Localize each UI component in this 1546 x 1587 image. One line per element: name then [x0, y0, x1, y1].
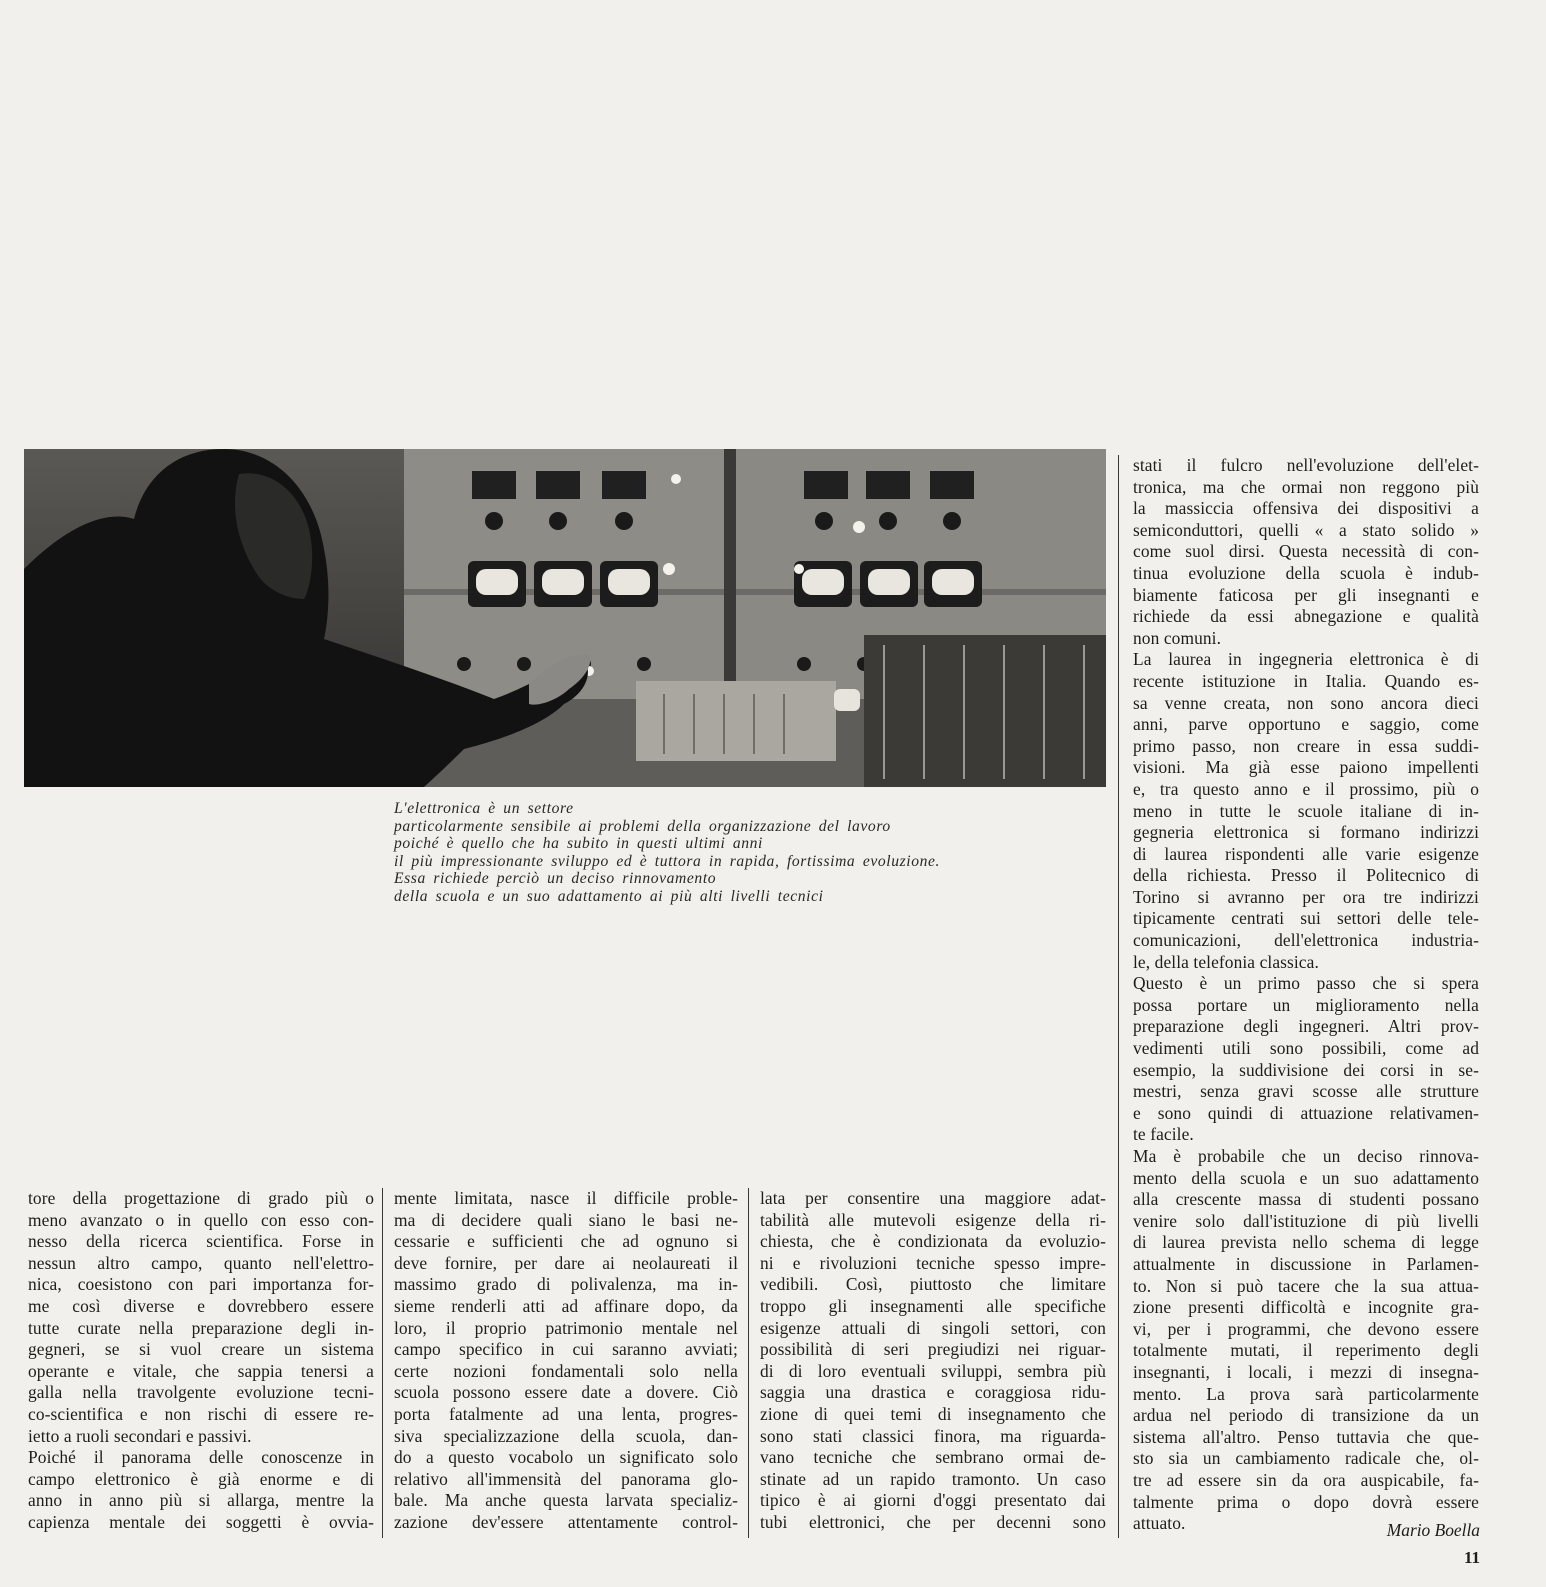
text-line: possa portare un miglioramento nella	[1133, 994, 1479, 1015]
caption-line: L'elettronica è un settore	[394, 800, 574, 817]
text-line: mento della scuola e un suo adattamento	[1133, 1167, 1479, 1188]
text-line: tronica, ma che ormai non reggono più	[1133, 476, 1479, 497]
text-line: comunicazioni, dell'elettronica industria-	[1133, 930, 1479, 951]
text-line: tipico è ai giorni d'oggi presentato dai	[760, 1490, 1106, 1511]
text-line: esigenze attuali di singoli settori, con	[760, 1317, 1106, 1338]
text-column-2	[394, 1188, 738, 1534]
text-line: porta fatalmente ad una lenta, progres-	[394, 1403, 738, 1424]
text-line: deve fornire, per dare ai neolaureati il	[394, 1252, 738, 1273]
text-line: di di loro eventuali sviluppi, sembra più	[760, 1360, 1106, 1381]
text-line: tre ad essere sin da ora auspicabile, fa-	[1133, 1469, 1479, 1490]
text-line: esempio, la suddivisione dei corsi in se-	[1133, 1059, 1479, 1080]
column-rule	[1118, 455, 1119, 1538]
text-line: preparazione degli ingegneri. Altri prov-	[1133, 1016, 1479, 1037]
text-line: nesso della ricerca scientifica. Forse in	[28, 1231, 374, 1252]
article-photo	[24, 449, 1106, 787]
text-line: talmente prima o dopo dovrà essere	[1133, 1491, 1479, 1512]
text-line: siva specializzazione della scuola, dan-	[394, 1425, 738, 1446]
text-line: non comuni.	[1133, 627, 1222, 648]
text-line: tipicamente centrati sui settori delle tele-	[1133, 908, 1479, 929]
text-line: attualmente in discussione in Parlamen-	[1133, 1253, 1479, 1274]
text-line: capienza mentale dei soggetti è ovvia-	[28, 1511, 374, 1532]
caption-line: della scuola e un suo adattamento ai più alti livelli tecnici	[394, 887, 824, 905]
text-line: do a questo vocabolo un significato solo	[394, 1447, 738, 1468]
text-line: La laurea in ingegneria elettronica è di	[1133, 649, 1479, 670]
text-line: tabilità alle mutevoli esigenze della ri-	[760, 1209, 1106, 1230]
text-line: Poiché il panorama delle conoscenze in	[28, 1447, 374, 1468]
text-line: co-scientifica e non rischi di essere re-	[28, 1403, 374, 1424]
text-line: totalmente mutati, il reperimento degli	[1133, 1340, 1479, 1361]
text-line: stati il fulcro nell'evoluzione dell'elet-	[1133, 455, 1479, 475]
text-line: anno in anno più si allarga, mentre la	[28, 1490, 374, 1511]
text-line: saggia una drastica e coraggiosa ridu-	[760, 1382, 1106, 1403]
text-line: tinua evoluzione della scuola è indub-	[1133, 562, 1479, 583]
text-line: relativo all'immensità del panorama glo-	[394, 1468, 738, 1489]
photo-caption	[394, 800, 1094, 906]
text-line: della richiesta. Presso il Politecnico di	[1133, 865, 1479, 886]
text-line: certe nozioni fondamentali solo nella	[394, 1360, 738, 1381]
text-line: vedimenti utili sono possibili, come ad	[1133, 1038, 1479, 1059]
text-line: ni e rivoluzioni tecniche spesso impre-	[760, 1252, 1106, 1273]
text-line: galla nella travolgente evoluzione tecni-	[28, 1382, 374, 1403]
text-line: tutte curate nella preparazione degli in-	[28, 1317, 374, 1338]
text-line: sto sia un cambiamento radicale che, ol-	[1133, 1448, 1479, 1469]
text-line: sistema all'altro. Penso tuttavia che que-	[1133, 1426, 1479, 1447]
text-line: zione presenti difficoltà e incognite gra-	[1133, 1297, 1479, 1318]
text-line: vi, per i programmi, che devono essere	[1133, 1318, 1479, 1339]
text-line: scuola possono essere date a dovere. Ciò	[394, 1382, 738, 1403]
text-line: biamente faticosa per gli insegnanti e	[1133, 584, 1479, 605]
author-signature: Mario Boella	[1386, 1520, 1480, 1540]
text-line: anni, parve opportuno e saggio, come	[1133, 714, 1479, 735]
text-column-4	[1133, 455, 1479, 1535]
text-line: tubi elettronici, che per decenni sono	[760, 1511, 1106, 1532]
text-line: Torino si avranno per ora tre indirizzi	[1133, 886, 1479, 907]
text-line: troppo gli insegnamenti alle specifiche	[760, 1295, 1106, 1316]
caption-line: Essa richiede perciò un deciso rinnovamento	[394, 870, 717, 888]
text-line: ietto a ruoli secondari e passivi.	[28, 1425, 252, 1446]
text-line: massimo grado di polivalenza, ma in-	[394, 1274, 738, 1295]
text-line: attuato.	[1133, 1513, 1186, 1534]
page-number: 11	[1463, 1548, 1480, 1567]
text-line: di laurea rispondenti alle varie esigenze	[1133, 843, 1479, 864]
column-rule	[748, 1188, 749, 1538]
text-line: te facile.	[1133, 1124, 1194, 1145]
text-line: operante e vitale, che sappia tenersi a	[28, 1360, 374, 1381]
text-line: loro, il proprio patrimonio mentale nel	[394, 1317, 738, 1338]
text-line: vedibili. Così, piuttosto che limitare	[760, 1274, 1106, 1295]
text-line: mestri, senza gravi scosse alle strutture	[1133, 1081, 1479, 1102]
text-line: gegneri, se si vuol creare un sistema	[28, 1339, 374, 1360]
text-line: zazione dev'essere attentamente control-	[394, 1511, 738, 1532]
text-line: mente limitata, nasce il difficile proble-	[394, 1188, 738, 1208]
text-line: campo elettronico è già enorme e di	[28, 1468, 374, 1489]
text-line: nica, coesistono con pari importanza for-	[28, 1274, 374, 1295]
text-line: meno avanzato o in quello con esso con-	[28, 1209, 374, 1230]
text-line: vano tecniche che sembrano ormai de-	[760, 1447, 1106, 1468]
text-line: e sono quindi di attuazione relativamen-	[1133, 1102, 1479, 1123]
text-column-3	[760, 1188, 1106, 1534]
text-line: alla crescente massa di studenti possano	[1133, 1189, 1479, 1210]
caption-line: poiché è quello che ha subito in questi ultimi anni	[394, 835, 763, 853]
caption-line: il più impressionante sviluppo ed è tuttora in rapida, fortissima evoluzione.	[394, 852, 941, 870]
text-line: chiesta, che è condizionata da evoluzio-	[760, 1231, 1106, 1252]
text-line: to. Non si può tacere che la sua attua-	[1133, 1275, 1479, 1296]
text-line: e, tra questo anno e il prossimo, più o	[1133, 778, 1479, 799]
text-line: richiede da essi abnegazione e qualità	[1133, 606, 1479, 627]
text-line: insegnanti, i locali, i mezzi di insegna-	[1133, 1361, 1479, 1382]
column-rule	[382, 1188, 383, 1538]
text-line: zione di quei temi di insegnamento che	[760, 1403, 1106, 1424]
text-line: primo passo, non creare in essa suddi-	[1133, 735, 1479, 756]
text-line: Questo è un primo passo che si spera	[1133, 973, 1479, 994]
text-line: cessarie e sufficienti che ad ognuno si	[394, 1231, 738, 1252]
text-line: stinate ad un rapido tramonto. Un caso	[760, 1468, 1106, 1489]
text-line: sieme renderli atti ad affinare dopo, da	[394, 1295, 738, 1316]
text-line: mento. La prova sarà particolarmente	[1133, 1383, 1479, 1404]
text-line: Ma è probabile che un deciso rinnova-	[1133, 1146, 1479, 1166]
text-line: ardua nel periodo di transizione da un	[1133, 1405, 1479, 1426]
text-line: semiconduttori, quelli « a stato solido »	[1133, 519, 1479, 540]
text-line: visioni. Ma già esse paiono impellenti	[1133, 757, 1479, 778]
text-line: venire solo dall'istituzione di più livelli	[1133, 1210, 1479, 1231]
text-line: tore della progettazione di grado più o	[28, 1188, 374, 1208]
text-line: come suol dirsi. Questa necessità di con-	[1133, 541, 1479, 562]
text-line: ma di decidere quali siano le basi ne-	[394, 1209, 738, 1230]
text-line: nessun altro campo, quanto nell'elettro-	[28, 1252, 374, 1273]
text-line: possibilità di seri pregiudizi nei riguar-	[760, 1339, 1106, 1360]
text-line: sa venne creata, non sono ancora dieci	[1133, 692, 1479, 713]
text-line: gegneria elettronica si formano indirizzi	[1133, 822, 1479, 843]
text-line: la massiccia offensiva dei dispositivi a	[1133, 498, 1479, 519]
text-line: lata per consentire una maggiore adat-	[760, 1188, 1106, 1208]
photo-illustration	[24, 449, 1106, 787]
caption-line: particolarmente sensibile ai problemi della organizzazione del lavoro	[394, 817, 891, 835]
text-line: recente istituzione in Italia. Quando es-	[1133, 670, 1479, 691]
text-line: meno in tutte le scuole italiane di in-	[1133, 800, 1479, 821]
text-line: campo specifico in cui saranno avviati;	[394, 1339, 738, 1360]
text-line: le, della telefonia classica.	[1133, 951, 1319, 972]
text-line: di laurea prevista nello schema di legge	[1133, 1232, 1479, 1253]
text-column-1	[28, 1188, 374, 1534]
text-line: sono stati classici finora, ma riguarda-	[760, 1425, 1106, 1446]
text-line: me così diverse e dovrebbero essere	[28, 1295, 374, 1316]
text-line: bale. Ma anche questa larvata specializ-	[394, 1490, 738, 1511]
